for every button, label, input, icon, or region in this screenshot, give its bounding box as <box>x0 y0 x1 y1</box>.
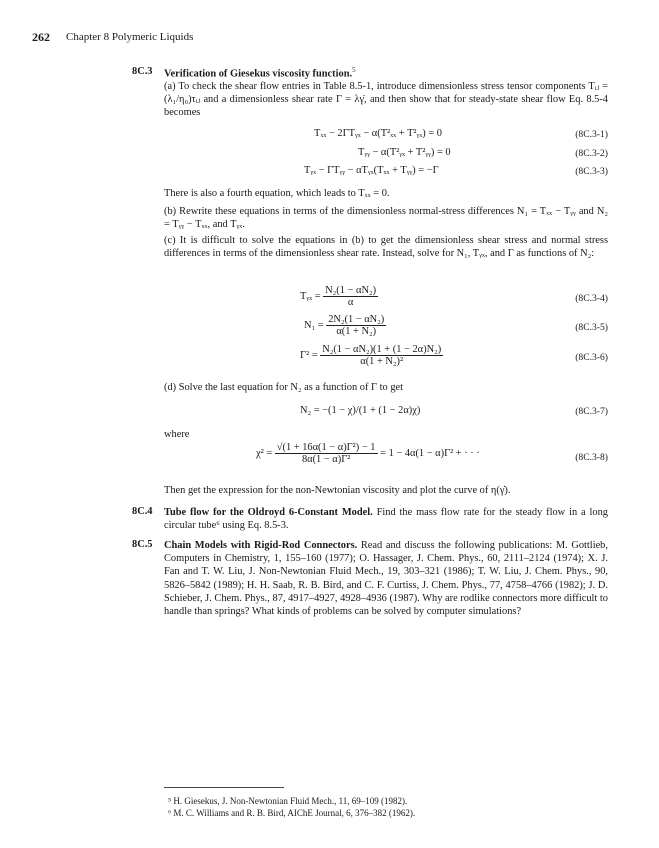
equation-4-numerator: N₂(1 − αN₂) <box>325 285 377 296</box>
problem-8c5-text <box>164 539 608 618</box>
chapter-title: Chapter 8 Polymeric Liquids <box>66 31 194 43</box>
problem-body: Read and discuss the following publications: M. Gottlieb, Computers in Chemistry, 1, 155–160 (1977); O. Hassager, J. Chem. Phys., 60, 2111–2124 (1974); X. J. Fan and T. W. Liu, J. Non-Newtonian Fluid Mech., 19, 303–321 (1986); T. W. Liu, J. Chem. Phys., 90, 5826–5842 (1989); H. H. Saab, R. B. Bird, and C. F. Curtiss, J. Chem. Phys., 77, 4758–4766 (1982); J. D. Schieber, J. Chem. Phys., 87, 4917–4927, 4928–4936 (1987). Why are rodlike connectors more difficult to handle than springs? What kinds of problems can be solved by computer simulations? <box>164 540 608 618</box>
equation-5-lhs: N₁ = <box>304 319 327 331</box>
problem-body: Find the mass flow rate for the steady flow in a long circular tube⁶ using Eq. 8.5-3. <box>164 507 608 532</box>
equation-2: Tᵧᵧ − α(T²ᵧₓ + T²ᵧᵧ) = 0 <box>358 147 451 158</box>
equation-4 <box>300 285 378 308</box>
equation-1: Tₓₓ − 2ΓTᵧₓ − α(T²ₓₓ + T²ᵧₓ) = 0 <box>314 128 443 139</box>
part-d-where: where <box>164 429 190 440</box>
page-number: 262 <box>32 30 50 44</box>
problem-number: 8C.3 <box>132 66 153 77</box>
footnote-5: ⁵ H. Giesekus, J. Non-Newtonian Fluid Mech., 11, 69–109 (1982). <box>168 796 408 806</box>
footnote-6: ⁶ M. C. Williams and R. B. Bird, AIChE Journal, 6, 376–382 (1962). <box>168 808 416 818</box>
part-a-text: (a) To check the shear flow entries in Table 8.5-1, introduce dimensionless stress tensor components Tᵢⱼ = (λ₁/η₀)τᵢⱼ and a dimensionless shear rate Γ = λγ̇, and then show that for steady-state shear flow Eq. 8.5-4 becomes <box>164 81 608 119</box>
part-b-text: (b) Rewrite these equations in terms of the dimensionless normal-stress differences N₁ = Tₓₓ − Tᵧᵧ and N₂ = Tᵧᵧ − Tₓₓ, and Tᵧₓ. <box>164 206 608 231</box>
equation-8-denominator: 8α(1 − α)Γ² <box>301 454 351 465</box>
equation-5 <box>304 314 386 337</box>
problem-title-line <box>164 66 356 79</box>
part-d-after: Then get the expression for the non-Newtonian viscosity and plot the curve of η(γ̇). <box>164 485 511 496</box>
problem-title: Tube flow for the Oldroyd 6-Constant Model. <box>164 507 373 518</box>
equation-1-label: (8C.3-1) <box>575 129 608 140</box>
equation-6-denominator: α(1 + N₂)² <box>360 356 404 367</box>
part-a-after: There is also a fourth equation, which leads to Tₓₓ = 0. <box>164 188 390 199</box>
equation-8-lhs: χ² = <box>256 447 275 459</box>
problem-8c4-text <box>164 506 608 532</box>
equation-5-denominator: α(1 + N₂) <box>336 326 377 337</box>
equation-6-fraction <box>320 344 443 367</box>
equation-8-numerator: √(1 + 16α(1 − α)Γ²) − 1 <box>276 442 376 453</box>
problem-title: Chain Models with Rigid-Rod Connectors. <box>164 540 358 551</box>
problem-number: 8C.4 <box>132 506 153 517</box>
equation-6 <box>300 344 443 367</box>
footnote-ref: 5 <box>352 66 356 74</box>
problem-title: Verification of Giesekus viscosity function. <box>164 68 353 80</box>
equation-6-numerator: N₂(1 − αN₂)(1 + (1 − 2α)N₂) <box>322 344 442 355</box>
equation-4-denominator: α <box>347 297 354 308</box>
equation-4-lhs: Tᵧₓ = <box>300 290 324 302</box>
equation-6-label: (8C.3-6) <box>575 352 608 363</box>
equation-3: Tᵧₓ − ΓTᵧᵧ − αTᵧₓ(Tₓₓ + Tᵧᵧ) = −Γ <box>304 165 439 176</box>
equation-5-numerator: 2N₂(1 − αN₂) <box>328 314 385 325</box>
problem-number: 8C.5 <box>132 539 153 550</box>
equation-7-label: (8C.3-7) <box>575 406 608 417</box>
equation-8-fraction <box>275 442 378 465</box>
equation-6-lhs: Γ² = <box>300 349 321 361</box>
equation-4-fraction <box>323 285 378 308</box>
equation-2-label: (8C.3-2) <box>575 148 608 159</box>
equation-8 <box>256 442 480 465</box>
equation-5-fraction <box>326 314 386 337</box>
equation-8-rhs: = 1 − 4α(1 − α)Γ² + · · · <box>380 447 480 459</box>
footnote-rule <box>164 787 284 788</box>
equation-5-label: (8C.3-5) <box>575 322 608 333</box>
equation-7: N₂ = −(1 − χ)/(1 + (1 − 2α)χ) <box>300 405 421 416</box>
part-c-text: (c) It is difficult to solve the equations in (b) to get the dimensionless shear stress and normal stress differences in terms of the dimensionless shear rate. Instead, solve for N₁, Tᵧₓ, and Γ as functions of N₂: <box>164 235 608 260</box>
equation-4-label: (8C.3-4) <box>575 293 608 304</box>
part-d-text: (d) Solve the last equation for N₂ as a function of Γ to get <box>164 382 404 393</box>
equation-8-label: (8C.3-8) <box>575 452 608 463</box>
equation-3-label: (8C.3-3) <box>575 166 608 177</box>
